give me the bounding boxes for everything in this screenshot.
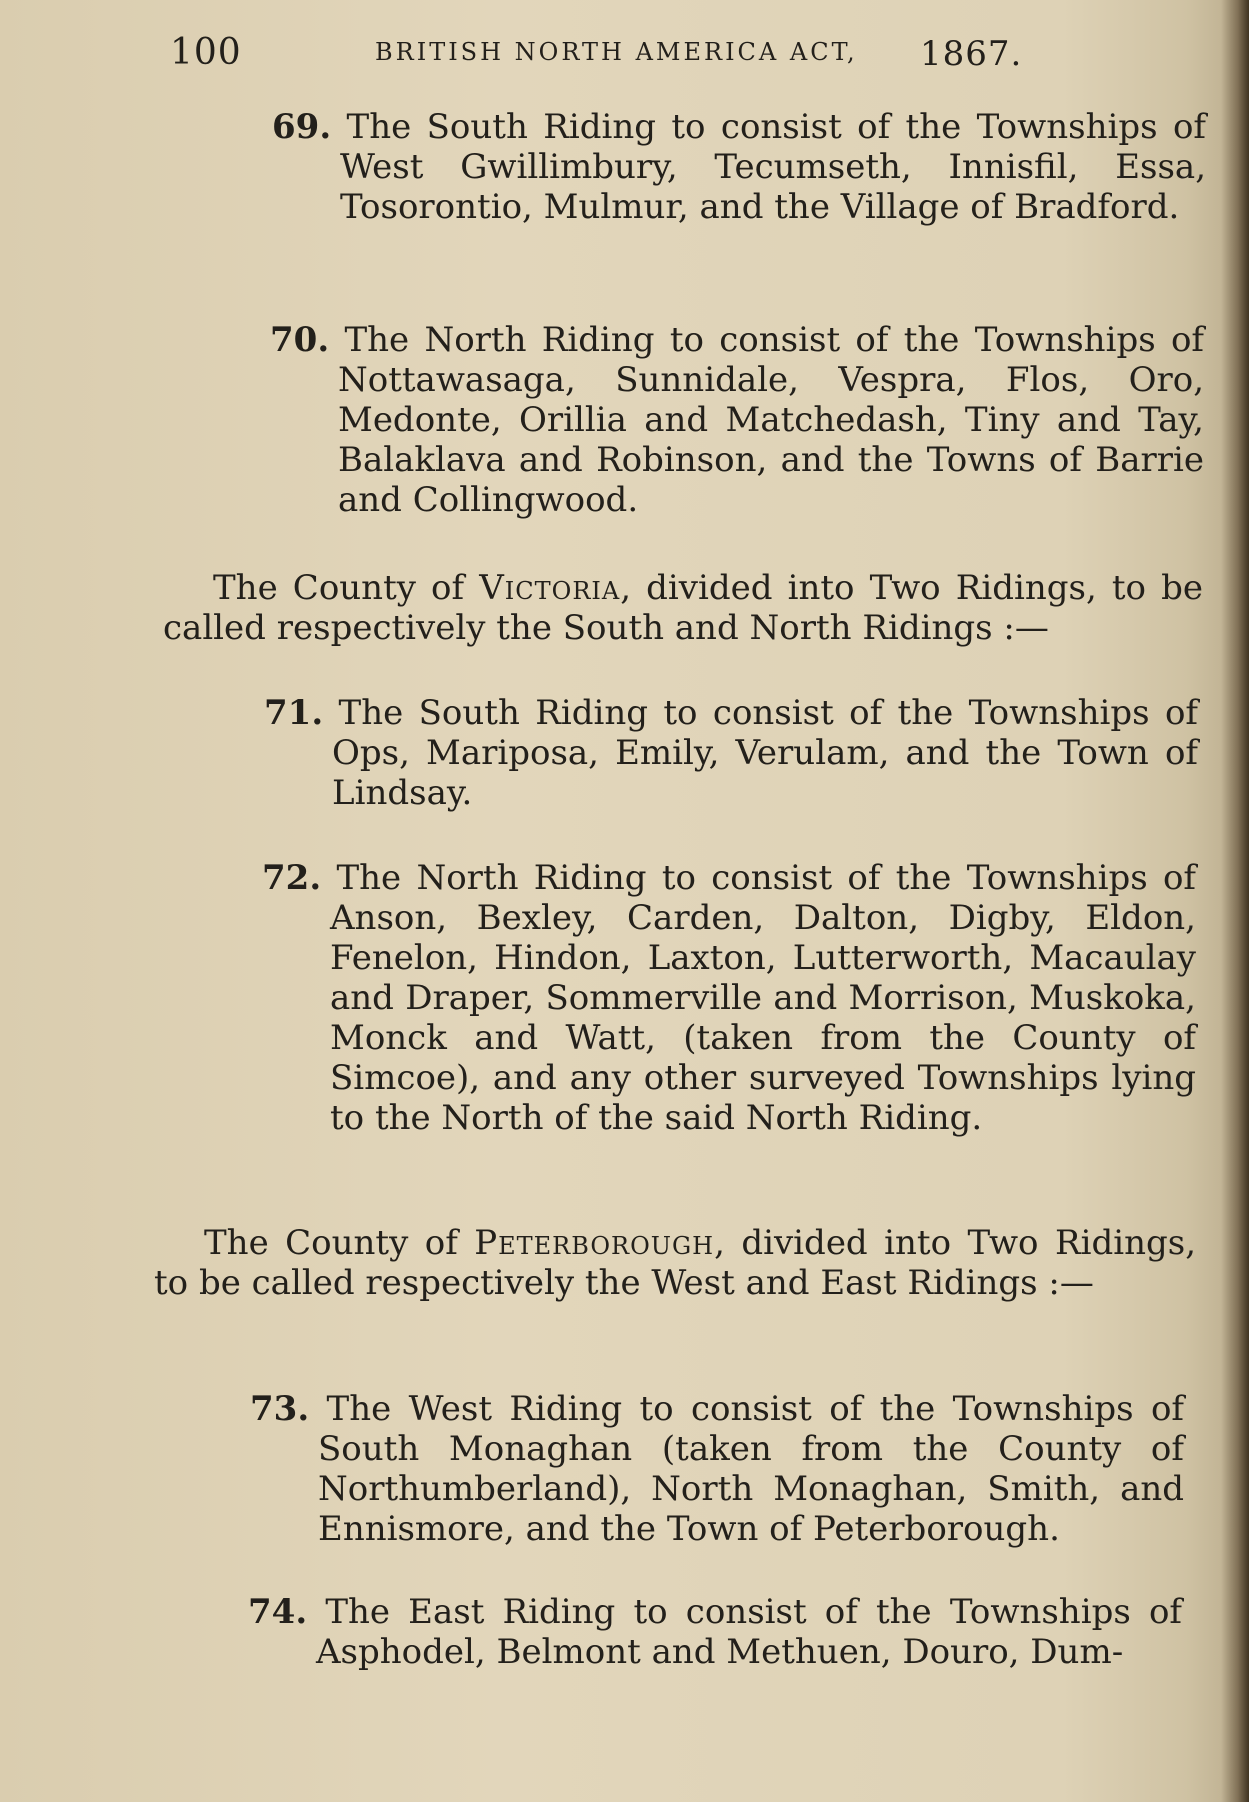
- section-70: [270, 320, 1204, 520]
- county-intro-prefix: The County of: [213, 568, 465, 608]
- section-number: 70.: [270, 320, 330, 360]
- page-header: [170, 32, 1023, 82]
- section-74: [248, 1592, 1182, 1672]
- county-intro-suffix: , divided into Two Ridings, to be called respectively the West and East Ridings :—: [154, 1223, 1197, 1303]
- county-intro-suffix: , divided into Two Ridings, to be called respectively the South and North Ridings :—: [163, 568, 1204, 648]
- section-number: 71.: [264, 693, 324, 733]
- section-69: [272, 107, 1207, 227]
- section-73: [250, 1389, 1185, 1549]
- section-text: The East Riding to consist of the Townships of Asphodel, Belmont and Methuen, Douro, Dum-: [316, 1592, 1182, 1672]
- section-72: [262, 858, 1196, 1138]
- section-number: 73.: [250, 1389, 310, 1429]
- gutter-shadow: [1221, 0, 1249, 1802]
- section-number: 72.: [262, 858, 322, 898]
- section-number: 74.: [248, 1592, 308, 1632]
- county-intro-prefix: The County of: [204, 1223, 458, 1263]
- page-number: 100: [170, 32, 242, 73]
- county-name: Peterborough: [474, 1223, 715, 1263]
- running-title: BRITISH NORTH AMERICA ACT,: [375, 38, 858, 66]
- running-year: 1867.: [920, 34, 1023, 74]
- section-71: [264, 693, 1199, 813]
- section-text: The North Riding to consist of the Townships of Nottawasaga, Sunnidale, Vespra, Flos, Oro, Medonte, Orillia and Matchedash, Tiny and Tay, Balaklava and Robinson, and the Towns of Barrie and Collingwood.: [338, 320, 1204, 520]
- section-text: The West Riding to consist of the Townships of South Monaghan (taken from the County of Northumberland), North Monaghan, Smith, and Ennismore, and the Town of Peterborough.: [318, 1389, 1185, 1549]
- section-text: The South Riding to consist of the Townships of West Gwillimbury, Tecumseth, Innisfil, Essa, Tosorontio, Mulmur, and the Village of Bradford.: [340, 107, 1207, 227]
- county-name: Victoria: [479, 568, 621, 608]
- county-victoria-intro: [163, 568, 1203, 648]
- county-peterborough-intro: [154, 1223, 1196, 1303]
- section-text: The North Riding to consist of the Townships of Anson, Bexley, Carden, Dalton, Digby, Eldon, Fenelon, Hindon, Laxton, Lutterworth, Macaulay and Draper, Sommerville and Morrison, Muskoka, Monck and Watt, (taken from the County of Simcoe), and any other surveyed Townships lying to the North of the said North Riding.: [330, 858, 1196, 1138]
- section-number: 69.: [272, 107, 332, 147]
- section-text: The South Riding to consist of the Townships of Ops, Mariposa, Emily, Verulam, and the Town of Lindsay.: [332, 693, 1199, 813]
